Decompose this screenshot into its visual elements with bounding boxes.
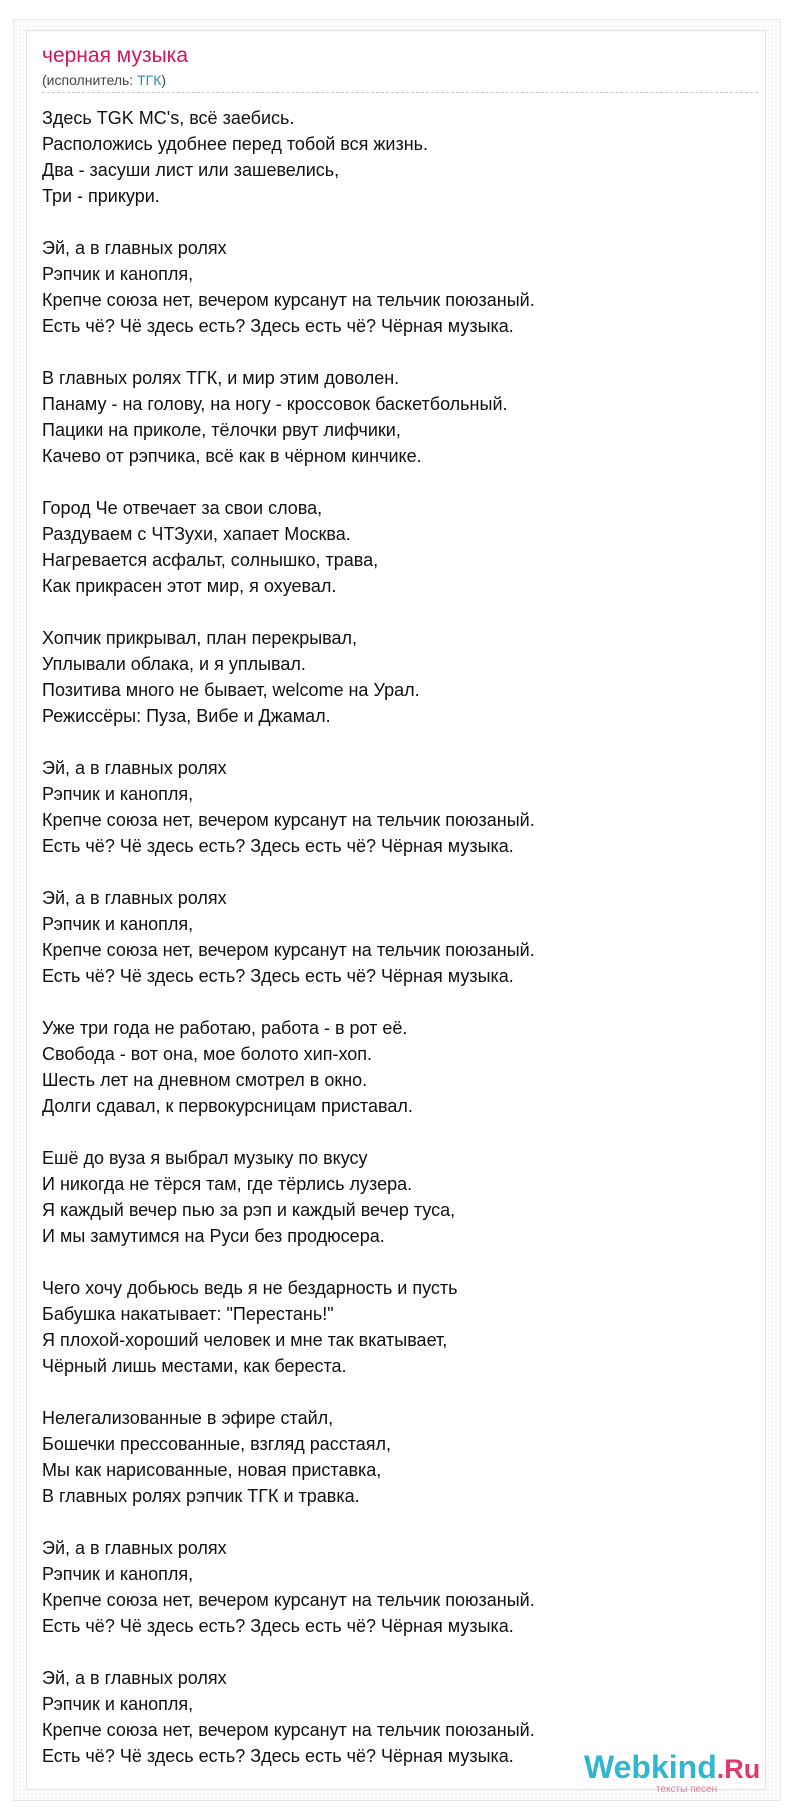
artist-line [42,72,166,89]
lyric-line: Эй, а в главных ролях [42,758,227,778]
lyric-line: Чего хочу добьюсь ведь я не бездарность и пусть [42,1278,458,1298]
lyric-line: Три - прикури. [42,186,160,206]
lyric-line: Есть чё? Чё здесь есть? Здесь есть чё? Чёрная музыка. [42,1616,514,1636]
lyric-line: Раздуваем с ЧТЗухи, хапает Москва. [42,524,351,544]
lyric-line: Я плохой-хороший человек и мне так вкатывает, [42,1330,448,1350]
lyric-line: Рэпчик и канопля, [42,1694,194,1714]
lyrics-stanza [42,1535,762,1639]
artist-prefix: (исполнитель: [42,72,138,88]
lyrics-stanza [42,1405,762,1509]
lyric-line: Долги сдавал, к первокурсницам приставал. [42,1096,413,1116]
lyric-line: Крепче союза нет, вечером курсанут на тельчик поюзаный. [42,940,535,960]
lyric-line: Есть чё? Чё здесь есть? Здесь есть чё? Чёрная музыка. [42,836,514,856]
lyrics-stanza [42,625,762,729]
lyric-line: Здесь TGK MC's, всё заебись. [42,108,295,128]
lyric-line: Режиссёры: Пуза, Вибе и Джамал. [42,706,331,726]
lyric-line: Мы как нарисованные, новая приставка, [42,1460,382,1480]
lyric-line: Крепче союза нет, вечером курсанут на тельчик поюзаный. [42,1590,535,1610]
lyric-line: Эй, а в главных ролях [42,1538,227,1558]
artist-link[interactable]: ТГК [137,72,162,88]
watermark-logo [584,1749,760,1787]
lyric-line: Бошечки прессованные, взгляд расстаял, [42,1434,392,1454]
lyric-line: Ешё до вуза я выбрал музыку по вкусу [42,1148,368,1168]
lyric-line: Чёрный лишь местами, как береста. [42,1356,347,1376]
lyric-line: Уже три года не работаю, работа - в рот её. [42,1018,408,1038]
lyrics-stanza [42,885,762,989]
lyric-line: Рэпчик и канопля, [42,264,194,284]
lyrics-stanza [42,1015,762,1119]
lyric-line: Крепче союза нет, вечером курсанут на тельчик поюзаный. [42,810,535,830]
watermark-tld: .Ru [716,1754,761,1784]
lyric-line: Расположись удобнее перед тобой вся жизнь. [42,134,429,154]
lyric-line: Два - засуши лист или зашевелись, [42,160,340,180]
lyric-line: Эй, а в главных ролях [42,888,227,908]
lyric-line: Рэпчик и канопля, [42,784,194,804]
lyric-line: Есть чё? Чё здесь есть? Здесь есть чё? Чёрная музыка. [42,1746,514,1766]
lyric-line: Я каждый вечер пью за рэп и каждый вечер туса, [42,1200,456,1220]
title-divider [42,92,758,93]
lyric-line: Позитива много не бывает, welcome на Урал. [42,680,420,700]
lyric-line: Эй, а в главных ролях [42,238,227,258]
lyric-line: И мы замутимся на Руси без продюсера. [42,1226,385,1246]
lyric-line: Панаму - на голову, на ногу - кроссовок баскетбольный. [42,394,508,414]
lyric-line: Нагревается асфальт, солнышко, трава, [42,550,379,570]
lyric-line: Уплывали облака, и я уплывал. [42,654,306,674]
artist-suffix: ) [161,72,167,88]
lyric-line: Крепче союза нет, вечером курсанут на тельчик поюзаный. [42,1720,535,1740]
lyric-line: Пацики на приколе, тёлочки рвут лифчики, [42,420,401,440]
lyric-line: Хопчик прикрывал, план перекрывал, [42,628,358,648]
lyric-line: Эй, а в главных ролях [42,1668,227,1688]
lyric-line: Нелегализованные в эфире стайл, [42,1408,334,1428]
lyric-line: Город Че отвечает за свои слова, [42,498,323,518]
watermark-tagline: тексты песен [656,1784,718,1795]
lyric-line: В главных ролях рэпчик ТГК и травка. [42,1486,360,1506]
lyric-line: Есть чё? Чё здесь есть? Здесь есть чё? Чёрная музыка. [42,316,514,336]
lyrics-body [42,105,762,1795]
lyric-line: Бабушка накатывает: "Перестань!" [42,1304,334,1324]
song-title: черная музыка [42,44,189,67]
lyric-line: Рэпчик и канопля, [42,914,194,934]
lyric-line: Как прикрасен этот мир, я охуевал. [42,576,337,596]
lyrics-stanza [42,495,762,599]
lyric-line: Крепче союза нет, вечером курсанут на тельчик поюзаный. [42,290,535,310]
lyrics-stanza [42,1145,762,1249]
watermark-brand: Webkind [584,1749,717,1785]
lyrics-stanza [42,105,762,209]
lyrics-stanza [42,235,762,339]
lyrics-stanza [42,1275,762,1379]
lyrics-stanza [42,755,762,859]
site-watermark [584,1749,774,1799]
lyric-line: В главных ролях ТГК, и мир этим доволен. [42,368,400,388]
lyric-line: Есть чё? Чё здесь есть? Здесь есть чё? Чёрная музыка. [42,966,514,986]
lyric-line: И никогда не тёрся там, где тёрлись лузера. [42,1174,413,1194]
lyric-line: Качево от рэпчика, всё как в чёрном кинчике. [42,446,422,466]
lyrics-stanza [42,365,762,469]
lyric-line: Шесть лет на дневном смотрел в окно. [42,1070,368,1090]
lyric-line: Свобода - вот она, мое болото хип-хоп. [42,1044,373,1064]
lyric-line: Рэпчик и канопля, [42,1564,194,1584]
